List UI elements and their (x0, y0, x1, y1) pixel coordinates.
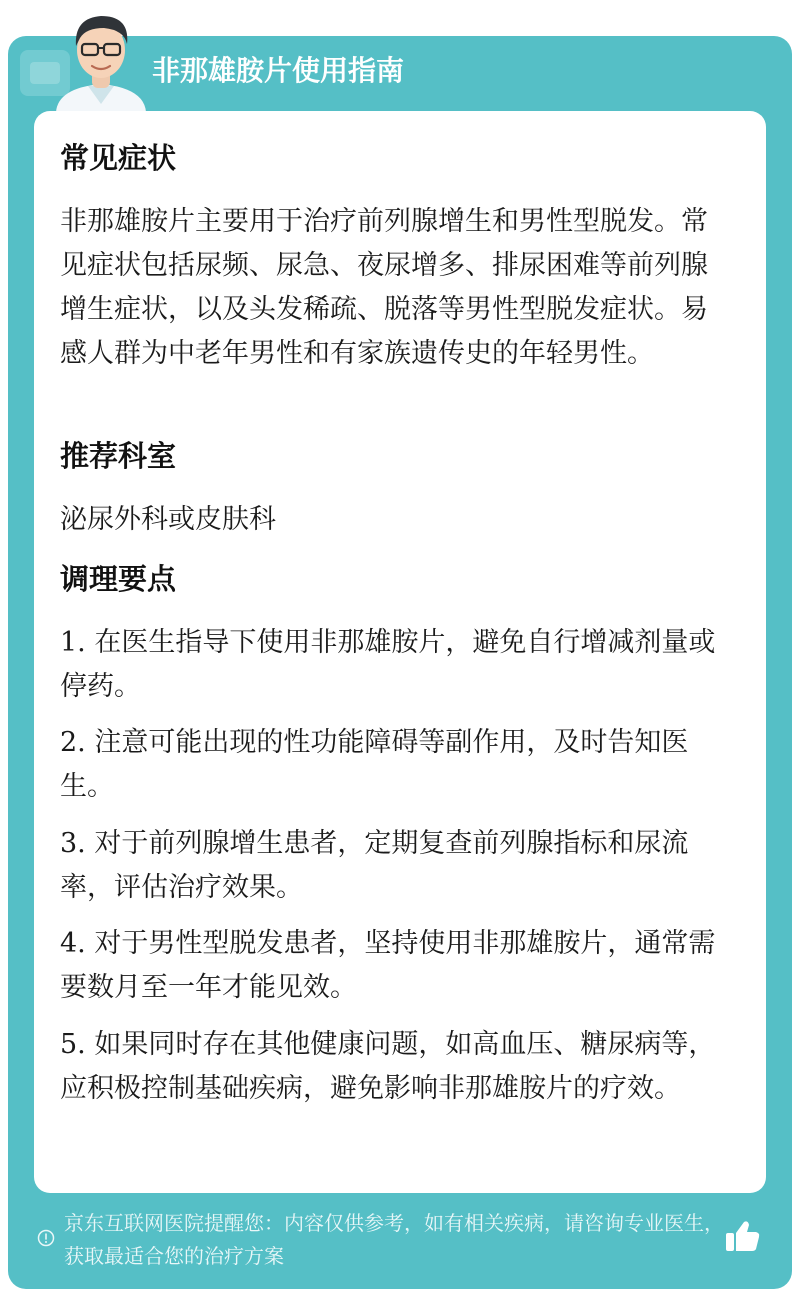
list-item-number: 5. (60, 1029, 86, 1060)
section-heading-symptoms: 常见症状 (60, 141, 177, 175)
list-item (60, 1023, 728, 1111)
list-item (60, 822, 728, 910)
list-item-number: 2. (60, 727, 86, 758)
list-item-text: 在医生指导下使用非那雄胺片，避免自行增减剂量或停药。 (60, 627, 716, 702)
list-item-text: 注意可能出现的性功能障碍等副作用，及时告知医生。 (60, 727, 689, 802)
list-item-number: 3. (60, 828, 86, 859)
doctor-avatar (46, 6, 156, 112)
page-title: 非那雄胺片使用指南 (152, 54, 405, 87)
info-circle-icon (37, 1229, 55, 1247)
list-item (60, 721, 728, 809)
list-item-number: 4. (60, 928, 86, 959)
content-card (34, 111, 766, 1193)
disclaimer-text: 京东互联网医院提醒您：内容仅供参考，如有相关疾病，请咨询专业医生，获取最适合您的治疗方案 (64, 1211, 724, 1268)
thumbs-up-icon[interactable] (722, 1218, 762, 1254)
section-text-symptoms: 非那雄胺片主要用于治疗前列腺增生和男性型脱发。常见症状包括尿频、尿急、夜尿增多、排尿困难等前列腺增生症状，以及头发稀疏、脱落等男性型脱发症状。易感人群为中老年男性和有家族遗传史的年轻男性。 (60, 206, 708, 369)
list-item (60, 922, 728, 1010)
list-item (60, 621, 728, 709)
section-text-department: 泌尿外科或皮肤科 (60, 504, 276, 535)
list-item-text: 对于前列腺增生患者，定期复查前列腺指标和尿流率，评估治疗效果。 (60, 828, 689, 903)
list-item-text: 如果同时存在其他健康问题，如高血压、糖尿病等，应积极控制基础疾病，避免影响非那雄胺片的疗效。 (60, 1029, 716, 1104)
list-item-text: 对于男性型脱发患者，坚持使用非那雄胺片，通常需要数月至一年才能见效。 (60, 928, 716, 1003)
section-heading-care: 调理要点 (60, 562, 177, 596)
section-heading-department: 推荐科室 (60, 439, 177, 473)
list-item-number: 1. (60, 627, 86, 658)
